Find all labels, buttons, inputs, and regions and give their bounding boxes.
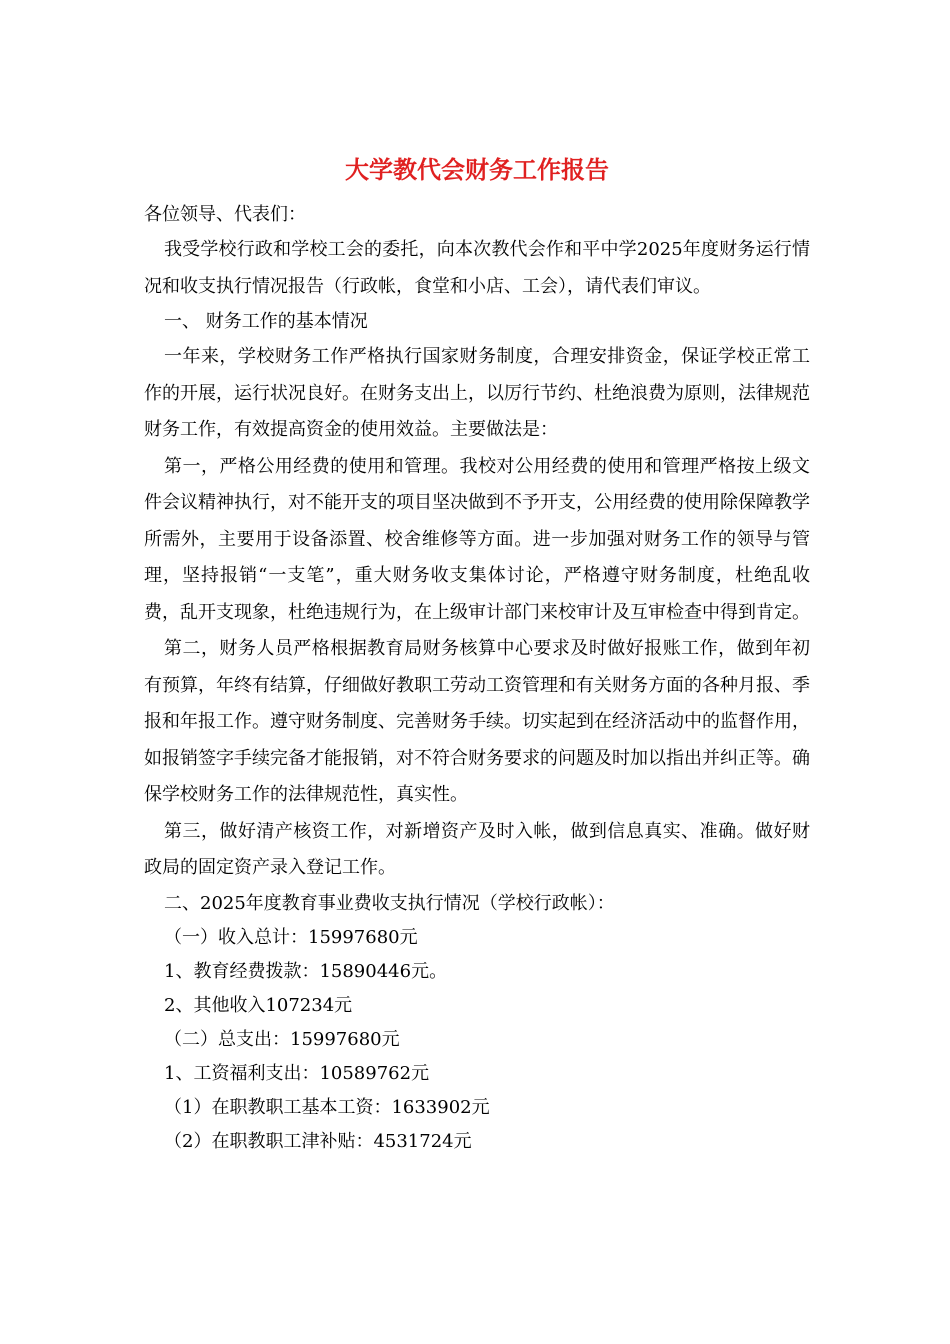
document-title: 大学教代会财务工作报告 (345, 156, 609, 184)
intro-paragraph: 我受学校行政和学校工会的委托，向本次教代会作和平中学2025年度财务运行情况和收支执行情况报告（行政帐，食堂和小店、工会），请代表们审议。 (144, 239, 810, 297)
section1-paragraph: 一年来，学校财务工作严格执行国家财务制度，合理安排资金，保证学校正常工作的开展，运行状况良好。在财务支出上，以厉行节约、杜绝浪费为原则，法律规范财务工作，有效提高资金的使用效益。主要做法是： (144, 346, 810, 440)
list-item: 2、其他收入107234元 (164, 994, 353, 1016)
list-item: 1、工资福利支出：10589762元 (164, 1062, 430, 1084)
point3-paragraph: 第三，做好清产核资工作，对新增资产及时入帐，做到信息真实、准确。做好财政局的固定资产录入登记工作。 (144, 820, 810, 878)
point2-paragraph: 第二，财务人员严格根据教育局财务核算中心要求及时做好报账工作，做到年初有预算，年终有结算，仔细做好教职工劳动工资管理和有关财务方面的各种月报、季报和年报工作。遵守财务制度、完善财务手续。切实起到在经济活动中的监督作用，如报销签字手续完备才能报销，对不符合财务要求的问题及时加以指出并纠正等。确保学校财务工作的法律规范性，真实性。 (144, 638, 810, 805)
document-page (144, 150, 810, 1159)
list-item: （2）在职教职工津补贴：4531724元 (164, 1130, 472, 1152)
list-item: （一）收入总计：15997680元 (164, 926, 418, 948)
section1-heading: 一、 财务工作的基本情况 (164, 311, 368, 332)
point1-paragraph: 第一，严格公用经费的使用和管理。我校对公用经费的使用和管理严格按上级文件会议精神执行，对不能开支的项目坚决做到不予开支，公用经费的使用除保障教学所需外，主要用于设备添置、校舍维修等方面。进一步加强对财务工作的领导与管理，坚持报销“一支笔”，重大财务收支集体讨论，严格遵守财务制度，杜绝乱收费，乱开支现象，杜绝违规行为，在上级审计部门来校审计及互审检查中得到肯定。 (144, 455, 810, 623)
salutation: 各位领导、代表们： (144, 204, 306, 225)
list-item: 1、教育经费拨款：15890446元。 (164, 960, 448, 982)
list-item: （二）总支出：15997680元 (164, 1028, 400, 1050)
list-item: （1）在职教职工基本工资：1633902元 (164, 1096, 490, 1118)
section2-heading: 二、2025年度教育事业费收支执行情况（学校行政帐）： (164, 892, 615, 914)
